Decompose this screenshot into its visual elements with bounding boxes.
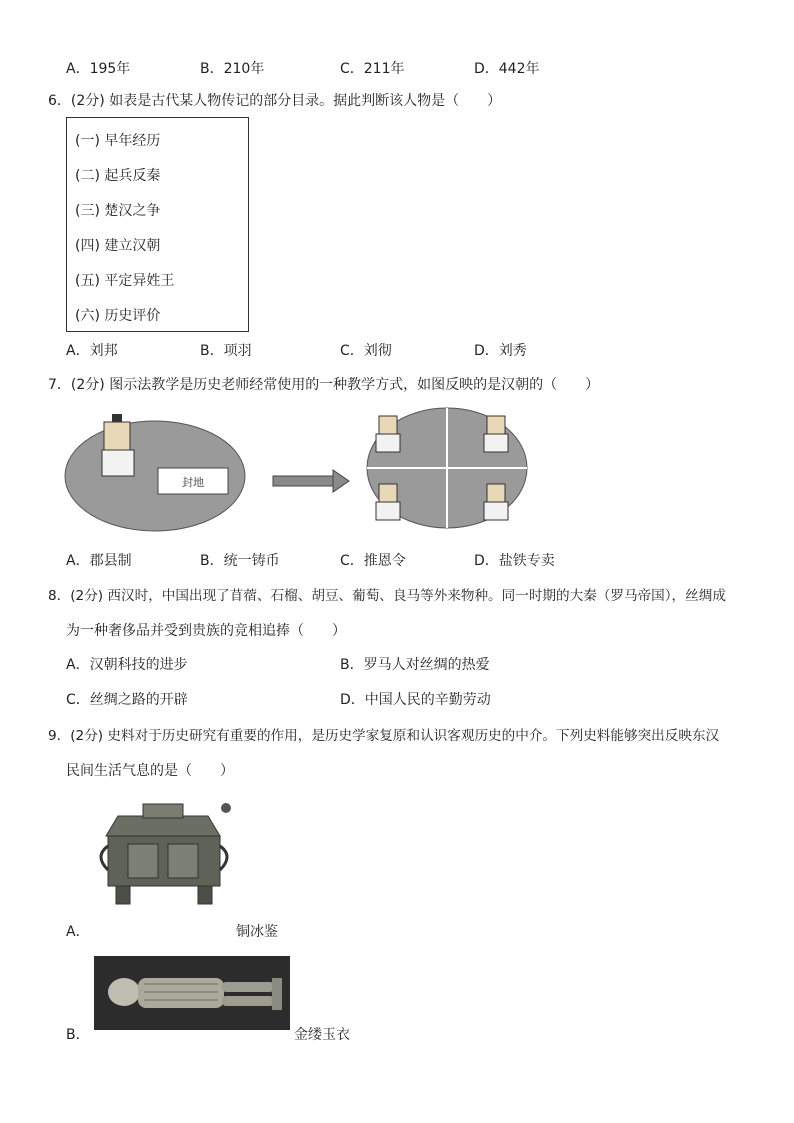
q9-stem-line1: 9．(2分) 史料对于历史研究有重要的作用，是历史学家复原和认识客观历史的中介。下列史料能够突出反映东汉 xyxy=(48,728,720,744)
toc-row: (三) 楚汉之争 xyxy=(75,203,161,219)
q8-option-a: A．汉朝科技的进步 xyxy=(66,657,188,673)
q6-option-a: A．刘邦 xyxy=(66,343,118,359)
q9-option-b-caption: 金缕玉衣 xyxy=(294,1027,350,1043)
lord-figure-icon xyxy=(102,414,134,476)
toc-row: (一) 早年经历 xyxy=(75,133,161,149)
q5-option-c: C．211年 xyxy=(340,61,405,77)
lord-figure-icon xyxy=(484,484,508,520)
q8-option-d: D．中国人民的辛勤劳动 xyxy=(340,692,491,708)
fief-label: 封地 xyxy=(182,476,204,489)
q8-stem-line1: 8．(2分) 西汉时，中国出现了苜蓿、石榴、胡豆、葡萄、良马等外来物种。同一时期的大秦（罗马帝国），丝绸成 xyxy=(48,588,726,604)
toc-row: (二) 起兵反秦 xyxy=(75,168,161,184)
q7-option-a: A．郡县制 xyxy=(66,553,132,569)
q7-option-b: B．统一铸币 xyxy=(200,553,280,569)
q6-stem: 6．(2分) 如表是古代某人物传记的部分目录。据此判断该人物是（ ） xyxy=(48,93,502,109)
bronze-ice-box-image xyxy=(88,796,238,911)
q9-option-a-caption: 铜冰鉴 xyxy=(236,924,278,940)
q6-contents-table xyxy=(66,117,249,332)
q7-option-c: C．推恩令 xyxy=(340,553,406,569)
q8-option-c: C．丝绸之路的开辟 xyxy=(66,692,188,708)
toc-row: (四) 建立汉朝 xyxy=(75,238,161,254)
q9-option-b-letter: B． xyxy=(66,1027,90,1043)
q7-stem: 7．(2分) 图示法教学是历史老师经常使用的一种教学方式，如图反映的是汉朝的（ ） xyxy=(48,377,600,393)
q5-option-b: B．210年 xyxy=(200,61,265,77)
q6-option-c: C．刘彻 xyxy=(340,343,392,359)
lord-figure-icon xyxy=(484,416,508,452)
arrow-right-icon xyxy=(273,470,349,492)
toc-row: (五) 平定异姓王 xyxy=(75,273,175,289)
q6-option-d: D．刘秀 xyxy=(474,343,527,359)
q5-option-a: A．195年 xyxy=(66,61,131,77)
toc-row: (六) 历史评价 xyxy=(75,308,161,324)
q8-stem-line2: 为一种奢侈品并受到贵族的竞相追捧（ ） xyxy=(66,623,346,639)
q9-option-a-letter: A． xyxy=(66,924,90,940)
q5-option-d: D．442年 xyxy=(474,61,540,77)
lord-figure-icon xyxy=(376,484,400,520)
lord-figure-icon xyxy=(376,416,400,452)
q7-option-d: D．盐铁专卖 xyxy=(474,553,555,569)
q8-option-b: B．罗马人对丝绸的热爱 xyxy=(340,657,490,673)
q7-diagram xyxy=(64,402,534,534)
q6-option-b: B．项羽 xyxy=(200,343,252,359)
q9-stem-line2: 民间生活气息的是（ ） xyxy=(66,763,234,779)
jade-burial-suit-image xyxy=(94,956,290,1030)
